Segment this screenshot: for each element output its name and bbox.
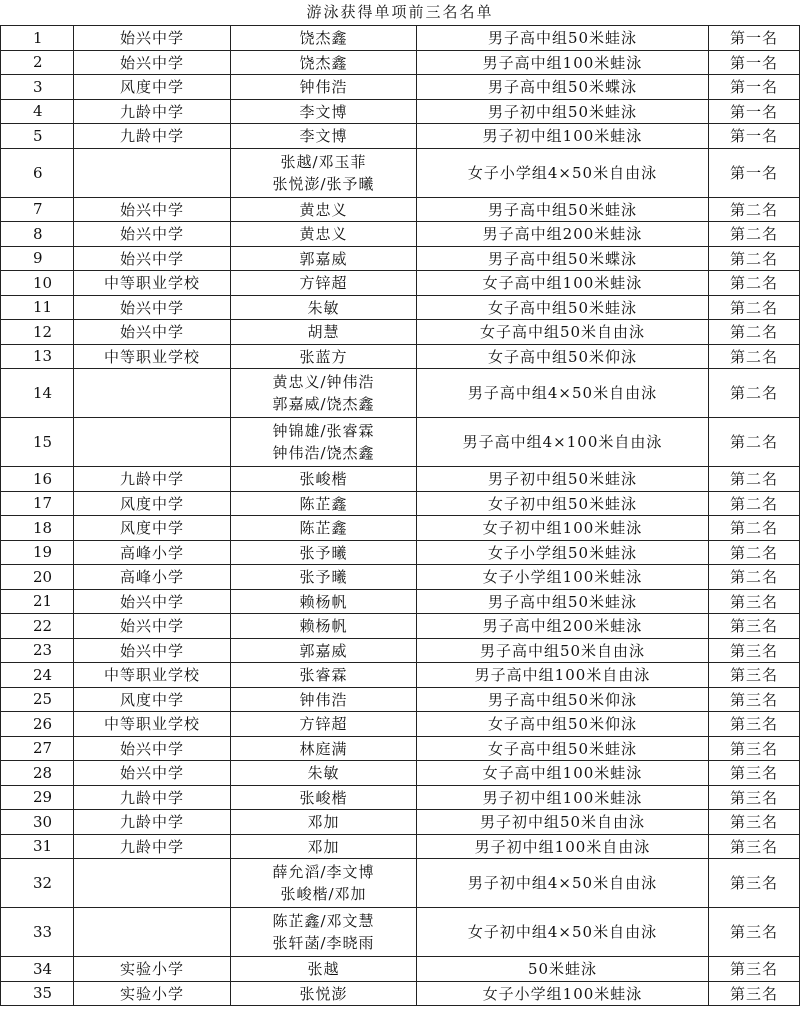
row-number-cell: 6 bbox=[1, 148, 74, 197]
table-row bbox=[1, 491, 800, 516]
school-cell: 始兴中学 bbox=[74, 614, 231, 639]
rank-cell: 第二名 bbox=[709, 271, 800, 296]
athlete-names-cell bbox=[231, 810, 417, 835]
rank-cell: 第二名 bbox=[709, 516, 800, 541]
rank-cell: 第二名 bbox=[709, 540, 800, 565]
event-cell: 男子高中组50米仰泳 bbox=[417, 687, 709, 712]
event-cell: 男子高中组200米蛙泳 bbox=[417, 222, 709, 247]
athlete-name: 赖杨帆 bbox=[299, 617, 348, 636]
rank-cell: 第三名 bbox=[709, 687, 800, 712]
school-cell: 九龄中学 bbox=[74, 810, 231, 835]
athlete-names-cell bbox=[231, 222, 417, 247]
row-number-cell: 31 bbox=[1, 834, 74, 859]
school-cell: 始兴中学 bbox=[74, 246, 231, 271]
table-row bbox=[1, 859, 800, 908]
rank-cell: 第三名 bbox=[709, 614, 800, 639]
event-cell: 男子高中组200米蛙泳 bbox=[417, 614, 709, 639]
athlete-names-cell bbox=[231, 663, 417, 688]
athlete-name: 张越/邓玉菲 bbox=[280, 152, 367, 171]
table-row bbox=[1, 516, 800, 541]
rank-cell: 第一名 bbox=[709, 50, 800, 75]
athlete-name: 张蓝方 bbox=[299, 347, 348, 366]
school-cell: 始兴中学 bbox=[74, 736, 231, 761]
athlete-names-cell bbox=[231, 540, 417, 565]
rank-cell: 第三名 bbox=[709, 736, 800, 761]
table-row bbox=[1, 785, 800, 810]
athlete-names-cell bbox=[231, 834, 417, 859]
row-number-cell: 17 bbox=[1, 491, 74, 516]
rank-cell: 第三名 bbox=[709, 957, 800, 982]
athlete-name: 胡慧 bbox=[307, 323, 340, 342]
table-row bbox=[1, 467, 800, 492]
athlete-name: 邓加 bbox=[307, 837, 340, 856]
athlete-names-cell bbox=[231, 957, 417, 982]
table-row bbox=[1, 638, 800, 663]
table-row bbox=[1, 589, 800, 614]
athlete-names-cell bbox=[231, 320, 417, 345]
event-cell: 女子小学组100米蛙泳 bbox=[417, 565, 709, 590]
row-number-cell: 22 bbox=[1, 614, 74, 639]
row-number-cell: 23 bbox=[1, 638, 74, 663]
athlete-name: 李文博 bbox=[299, 102, 348, 121]
table-row bbox=[1, 148, 800, 197]
school-cell: 风度中学 bbox=[74, 75, 231, 100]
athlete-names-cell bbox=[231, 271, 417, 296]
event-cell: 男子高中组50米蝶泳 bbox=[417, 246, 709, 271]
row-number-cell: 32 bbox=[1, 859, 74, 908]
rank-cell: 第三名 bbox=[709, 589, 800, 614]
event-cell: 男子高中组100米蛙泳 bbox=[417, 50, 709, 75]
row-number-cell: 21 bbox=[1, 589, 74, 614]
event-cell: 男子初中组50米蛙泳 bbox=[417, 99, 709, 124]
athlete-names-cell bbox=[231, 295, 417, 320]
athlete-names-cell bbox=[231, 736, 417, 761]
athlete-name: 饶杰鑫 bbox=[299, 29, 348, 48]
school-cell bbox=[74, 418, 231, 467]
athlete-name: 郭嘉威 bbox=[299, 641, 348, 660]
athlete-name: 陈芷鑫 bbox=[299, 519, 348, 538]
school-cell: 九龄中学 bbox=[74, 467, 231, 492]
table-row bbox=[1, 344, 800, 369]
row-number-cell: 33 bbox=[1, 908, 74, 957]
athlete-names-cell bbox=[231, 565, 417, 590]
row-number-cell: 24 bbox=[1, 663, 74, 688]
event-cell: 男子高中组50米蝶泳 bbox=[417, 75, 709, 100]
athlete-names-cell bbox=[231, 638, 417, 663]
event-cell: 女子高中组50米蛙泳 bbox=[417, 295, 709, 320]
rank-cell: 第一名 bbox=[709, 99, 800, 124]
results-table bbox=[0, 25, 800, 1006]
table-row bbox=[1, 810, 800, 835]
school-cell: 实验小学 bbox=[74, 981, 231, 1006]
school-cell: 高峰小学 bbox=[74, 565, 231, 590]
school-cell: 始兴中学 bbox=[74, 320, 231, 345]
row-number-cell: 10 bbox=[1, 271, 74, 296]
row-number-cell: 18 bbox=[1, 516, 74, 541]
event-cell: 男子高中组100米自由泳 bbox=[417, 663, 709, 688]
rank-cell: 第二名 bbox=[709, 344, 800, 369]
athlete-name: 郭嘉威/饶杰鑫 bbox=[272, 395, 375, 413]
results-table-body bbox=[1, 26, 800, 1006]
table-row bbox=[1, 246, 800, 271]
school-cell: 始兴中学 bbox=[74, 197, 231, 222]
event-cell: 男子高中组50米蛙泳 bbox=[417, 589, 709, 614]
row-number-cell: 9 bbox=[1, 246, 74, 271]
event-cell: 女子小学组100米蛙泳 bbox=[417, 981, 709, 1006]
row-number-cell: 15 bbox=[1, 418, 74, 467]
row-number-cell: 12 bbox=[1, 320, 74, 345]
athlete-names-cell bbox=[231, 246, 417, 271]
school-cell: 始兴中学 bbox=[74, 295, 231, 320]
athlete-names-cell bbox=[231, 75, 417, 100]
athlete-names-cell bbox=[231, 687, 417, 712]
row-number-cell: 25 bbox=[1, 687, 74, 712]
athlete-names-cell bbox=[231, 516, 417, 541]
school-cell: 中等职业学校 bbox=[74, 712, 231, 737]
row-number-cell: 2 bbox=[1, 50, 74, 75]
event-cell: 男子初中组100米蛙泳 bbox=[417, 124, 709, 149]
table-row bbox=[1, 712, 800, 737]
event-cell: 男子初中组50米蛙泳 bbox=[417, 467, 709, 492]
row-number-cell: 19 bbox=[1, 540, 74, 565]
event-cell: 女子高中组50米蛙泳 bbox=[417, 736, 709, 761]
table-row bbox=[1, 26, 800, 51]
school-cell: 始兴中学 bbox=[74, 26, 231, 51]
event-cell: 女子初中组100米蛙泳 bbox=[417, 516, 709, 541]
athlete-names-cell bbox=[231, 369, 417, 418]
event-cell: 男子高中组4×100米自由泳 bbox=[417, 418, 709, 467]
school-cell bbox=[74, 908, 231, 957]
row-number-cell: 29 bbox=[1, 785, 74, 810]
event-cell: 男子高中组50米自由泳 bbox=[417, 638, 709, 663]
row-number-cell: 3 bbox=[1, 75, 74, 100]
row-number-cell: 35 bbox=[1, 981, 74, 1006]
school-cell bbox=[74, 148, 231, 197]
table-row bbox=[1, 834, 800, 859]
athlete-name: 张悦澎 bbox=[299, 984, 348, 1003]
row-number-cell: 11 bbox=[1, 295, 74, 320]
athlete-name: 黄忠义 bbox=[299, 200, 348, 219]
rank-cell: 第二名 bbox=[709, 246, 800, 271]
rank-cell: 第二名 bbox=[709, 467, 800, 492]
rank-cell: 第三名 bbox=[709, 810, 800, 835]
table-row bbox=[1, 540, 800, 565]
table-row bbox=[1, 957, 800, 982]
athlete-name: 张峻楷 bbox=[299, 788, 348, 807]
athlete-name: 黄忠义/钟伟浩 bbox=[272, 373, 375, 391]
school-cell: 风度中学 bbox=[74, 687, 231, 712]
event-cell: 女子高中组50米自由泳 bbox=[417, 320, 709, 345]
athlete-name: 朱敏 bbox=[307, 764, 340, 783]
athlete-name: 李文博 bbox=[299, 127, 348, 146]
rank-cell: 第一名 bbox=[709, 75, 800, 100]
athlete-names-cell bbox=[231, 148, 417, 197]
table-row bbox=[1, 565, 800, 590]
row-number-cell: 7 bbox=[1, 197, 74, 222]
athlete-names-cell bbox=[231, 859, 417, 908]
row-number-cell: 14 bbox=[1, 369, 74, 418]
rank-cell: 第一名 bbox=[709, 124, 800, 149]
rank-cell: 第三名 bbox=[709, 638, 800, 663]
school-cell: 中等职业学校 bbox=[74, 663, 231, 688]
athlete-name: 张轩菡/李晓雨 bbox=[272, 934, 375, 952]
school-cell: 九龄中学 bbox=[74, 834, 231, 859]
rank-cell: 第一名 bbox=[709, 148, 800, 197]
school-cell: 始兴中学 bbox=[74, 638, 231, 663]
rank-cell: 第三名 bbox=[709, 761, 800, 786]
table-row bbox=[1, 320, 800, 345]
rank-cell: 第二名 bbox=[709, 222, 800, 247]
athlete-names-cell bbox=[231, 491, 417, 516]
table-row bbox=[1, 908, 800, 957]
athlete-name: 饶杰鑫 bbox=[299, 53, 348, 72]
athlete-names-cell bbox=[231, 418, 417, 467]
rank-cell: 第二名 bbox=[709, 418, 800, 467]
athlete-name: 钟锦雄/张睿霖 bbox=[272, 422, 375, 440]
athlete-name: 陈芷鑫 bbox=[299, 494, 348, 513]
school-cell: 九龄中学 bbox=[74, 99, 231, 124]
table-row bbox=[1, 369, 800, 418]
school-cell: 风度中学 bbox=[74, 491, 231, 516]
row-number-cell: 8 bbox=[1, 222, 74, 247]
athlete-names-cell bbox=[231, 26, 417, 51]
athlete-names-cell bbox=[231, 785, 417, 810]
school-cell: 中等职业学校 bbox=[74, 271, 231, 296]
event-cell: 女子初中组4×50米自由泳 bbox=[417, 908, 709, 957]
table-row bbox=[1, 124, 800, 149]
athlete-name: 朱敏 bbox=[307, 298, 340, 317]
school-cell: 始兴中学 bbox=[74, 761, 231, 786]
table-row bbox=[1, 222, 800, 247]
row-number-cell: 34 bbox=[1, 957, 74, 982]
rank-cell: 第二名 bbox=[709, 295, 800, 320]
school-cell: 九龄中学 bbox=[74, 124, 231, 149]
table-row bbox=[1, 981, 800, 1006]
athlete-name: 方锌超 bbox=[299, 715, 348, 734]
athlete-names-cell bbox=[231, 467, 417, 492]
school-cell: 实验小学 bbox=[74, 957, 231, 982]
athlete-names-cell bbox=[231, 99, 417, 124]
athlete-names-cell bbox=[231, 124, 417, 149]
athlete-names-cell bbox=[231, 197, 417, 222]
rank-cell: 第二名 bbox=[709, 369, 800, 418]
event-cell: 女子高中组50米仰泳 bbox=[417, 712, 709, 737]
row-number-cell: 5 bbox=[1, 124, 74, 149]
table-row bbox=[1, 197, 800, 222]
athlete-names-cell bbox=[231, 981, 417, 1006]
event-cell: 女子高中组100米蛙泳 bbox=[417, 271, 709, 296]
athlete-names-cell bbox=[231, 712, 417, 737]
event-cell: 男子高中组4×50米自由泳 bbox=[417, 369, 709, 418]
athlete-names-cell bbox=[231, 908, 417, 957]
athlete-name: 张予曦 bbox=[299, 568, 348, 587]
athlete-name: 钟伟浩/饶杰鑫 bbox=[272, 444, 375, 462]
school-cell bbox=[74, 859, 231, 908]
event-cell: 女子高中组50米仰泳 bbox=[417, 344, 709, 369]
rank-cell: 第二名 bbox=[709, 320, 800, 345]
athlete-name: 张越 bbox=[307, 960, 340, 979]
rank-cell: 第三名 bbox=[709, 981, 800, 1006]
row-number-cell: 20 bbox=[1, 565, 74, 590]
rank-cell: 第二名 bbox=[709, 565, 800, 590]
row-number-cell: 26 bbox=[1, 712, 74, 737]
athlete-name: 张峻楷 bbox=[299, 470, 348, 489]
athlete-name: 张峻楷/邓加 bbox=[280, 885, 367, 903]
athlete-names-cell bbox=[231, 614, 417, 639]
school-cell: 中等职业学校 bbox=[74, 344, 231, 369]
athlete-names-cell bbox=[231, 344, 417, 369]
row-number-cell: 27 bbox=[1, 736, 74, 761]
row-number-cell: 16 bbox=[1, 467, 74, 492]
event-cell: 女子高中组100米蛙泳 bbox=[417, 761, 709, 786]
athlete-name: 方锌超 bbox=[299, 274, 348, 293]
event-cell: 男子高中组50米蛙泳 bbox=[417, 197, 709, 222]
athlete-name: 张悦澎/张予曦 bbox=[272, 174, 375, 193]
school-cell: 风度中学 bbox=[74, 516, 231, 541]
table-row bbox=[1, 75, 800, 100]
rank-cell: 第三名 bbox=[709, 785, 800, 810]
athlete-name: 邓加 bbox=[307, 813, 340, 832]
event-cell: 男子初中组50米自由泳 bbox=[417, 810, 709, 835]
event-cell: 男子初中组100米蛙泳 bbox=[417, 785, 709, 810]
athlete-name: 薛允滔/李文博 bbox=[272, 863, 375, 881]
athlete-name: 张睿霖 bbox=[299, 666, 348, 685]
school-cell: 始兴中学 bbox=[74, 589, 231, 614]
event-cell: 50米蛙泳 bbox=[417, 957, 709, 982]
athlete-names-cell bbox=[231, 50, 417, 75]
school-cell: 高峰小学 bbox=[74, 540, 231, 565]
rank-cell: 第三名 bbox=[709, 712, 800, 737]
row-number-cell: 30 bbox=[1, 810, 74, 835]
school-cell: 始兴中学 bbox=[74, 222, 231, 247]
athlete-names-cell bbox=[231, 589, 417, 614]
athlete-name: 陈芷鑫/邓文慧 bbox=[272, 912, 375, 930]
table-row bbox=[1, 418, 800, 467]
athlete-name: 钟伟浩 bbox=[299, 78, 348, 97]
event-cell: 男子高中组50米蛙泳 bbox=[417, 26, 709, 51]
table-row bbox=[1, 736, 800, 761]
rank-cell: 第一名 bbox=[709, 26, 800, 51]
table-row bbox=[1, 687, 800, 712]
athlete-name: 赖杨帆 bbox=[299, 592, 348, 611]
rank-cell: 第三名 bbox=[709, 908, 800, 957]
rank-cell: 第三名 bbox=[709, 663, 800, 688]
table-row bbox=[1, 99, 800, 124]
table-row bbox=[1, 271, 800, 296]
athlete-name: 郭嘉威 bbox=[299, 249, 348, 268]
school-cell: 始兴中学 bbox=[74, 50, 231, 75]
table-row bbox=[1, 761, 800, 786]
row-number-cell: 13 bbox=[1, 344, 74, 369]
row-number-cell: 4 bbox=[1, 99, 74, 124]
event-cell: 女子小学组50米蛙泳 bbox=[417, 540, 709, 565]
document-title: 游泳获得单项前三名名单 bbox=[306, 3, 494, 21]
school-cell: 九龄中学 bbox=[74, 785, 231, 810]
event-cell: 男子初中组4×50米自由泳 bbox=[417, 859, 709, 908]
athlete-names-cell bbox=[231, 761, 417, 786]
event-cell: 女子初中组50米蛙泳 bbox=[417, 491, 709, 516]
athlete-name: 张予曦 bbox=[299, 543, 348, 562]
athlete-name: 钟伟浩 bbox=[299, 690, 348, 709]
rank-cell: 第二名 bbox=[709, 491, 800, 516]
athlete-name: 黄忠义 bbox=[299, 225, 348, 244]
row-number-cell: 1 bbox=[1, 26, 74, 51]
school-cell bbox=[74, 369, 231, 418]
rank-cell: 第三名 bbox=[709, 834, 800, 859]
event-cell: 男子初中组100米自由泳 bbox=[417, 834, 709, 859]
event-cell: 女子小学组4×50米自由泳 bbox=[417, 148, 709, 197]
table-row bbox=[1, 295, 800, 320]
table-row bbox=[1, 663, 800, 688]
table-row bbox=[1, 614, 800, 639]
table-row bbox=[1, 50, 800, 75]
rank-cell: 第三名 bbox=[709, 859, 800, 908]
rank-cell: 第二名 bbox=[709, 197, 800, 222]
athlete-name: 林庭满 bbox=[299, 739, 348, 758]
row-number-cell: 28 bbox=[1, 761, 74, 786]
